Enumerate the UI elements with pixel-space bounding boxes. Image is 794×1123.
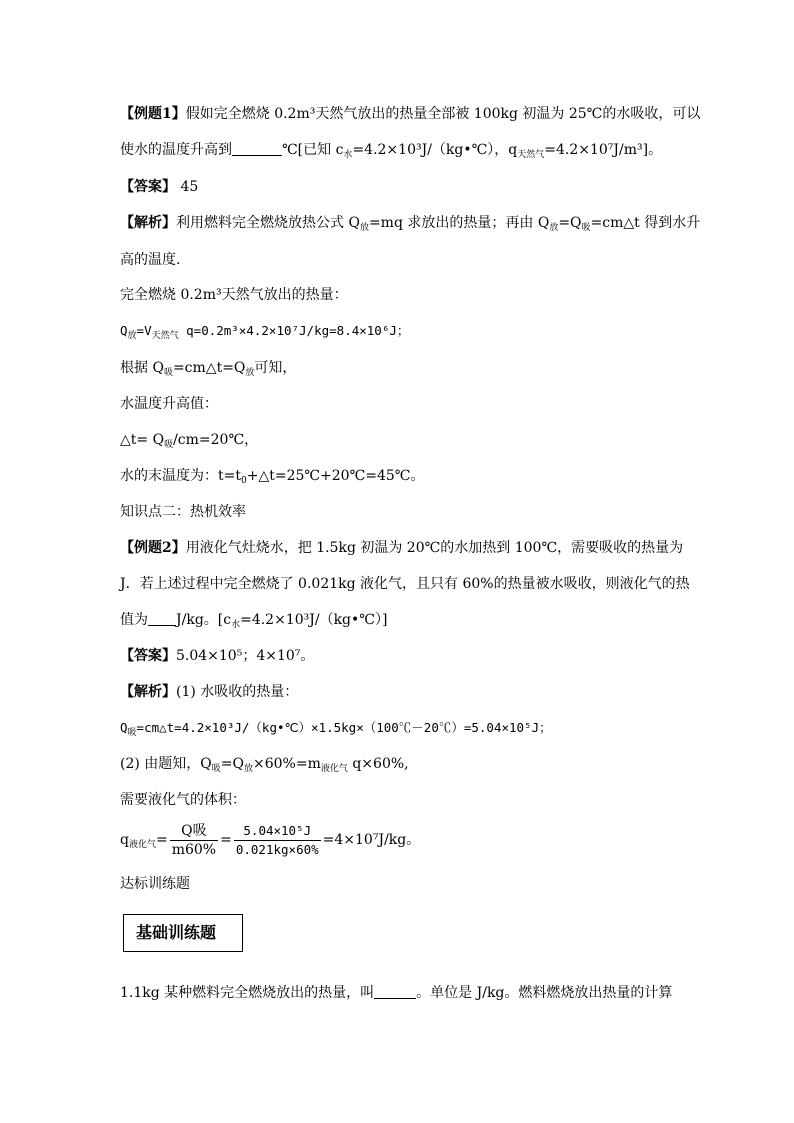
answer-blank: [148, 611, 176, 626]
example1-step1: 完全燃烧 0.2m³天然气放出的热量：: [120, 287, 348, 303]
example2-analysis-line1: 【解析】(1) 水吸收的热量：: [120, 684, 299, 700]
example2-step2: (2) 由题知，$Q_吸=Q_放\times 60\%=m_{液化气}$ q×60%,: [120, 756, 409, 774]
answer-blank: [374, 984, 416, 999]
example2-line1: 【例题2】用液化气灶烧水，把 1.5kg 初温为 20℃的水加热到 100℃，需要吸收的热量为: [120, 540, 684, 556]
example1-answer: 【答案】 45: [120, 179, 199, 195]
example1-step3: 根据 $Q_吸=cm\triangle t=Q_放$可知，: [120, 360, 297, 378]
example1-step6: 水的末温度为：$t=t_0+\triangle t=25℃+20℃=45℃$。: [120, 468, 425, 486]
example1-analysis-line2: 高的温度.: [120, 252, 181, 268]
formula-line: $q_{液化气}=$ $\frac{\text{Q吸}}{m60\%}$ = $\frac{\text{5.04×10⁵J}}{0.021kg\times 60\%}$ =4×10⁷J/kg。: [120, 822, 421, 858]
example1-step2: $Q_放=V_{天然气}$ q=0.2m³×4.2×10⁷J/kg=8.4×10⁶J；: [120, 323, 410, 341]
knowledge-point-2: 知识点二：热机效率: [120, 504, 246, 520]
question-1: 1.1kg 某种燃料完全燃烧放出的热量，叫 。单位是 J/kg。燃料燃烧放出热量的计算: [120, 985, 673, 1001]
example1-line1: 【例题1】假如完全燃烧 0.2m³天然气放出的热量全部被 100kg 初温为 25℃的水吸收，可以: [120, 106, 701, 122]
practice-heading: 达标训练题: [120, 876, 190, 892]
example2-tag: 【例题2】: [120, 540, 186, 556]
example1-tag: 【例题1】: [120, 106, 186, 122]
answer-blank: [232, 141, 282, 156]
basic-training-box: 基础训练题: [123, 914, 243, 952]
example2-line3: 值为 J/kg。$[c_水=4.2\times 10^3J/(kg•℃)]$: [120, 612, 388, 630]
example1-analysis-line1: 【解析】利用燃料完全燃烧放热公式 $Q_放=mq$ 求放出的热量；再由 $Q_放=Q_吸=cm\triangle t$ 得到水升: [120, 215, 701, 233]
example1-line2: 使水的温度升高到 ℃[已知 $c_水=4.2\times 10^3J/(kg•℃)$，$q_{天然气}=4.2\times 10^7J/m^3$]。: [120, 142, 663, 160]
example1-step5: △t= $Q_吸/cm=20℃$，: [120, 432, 259, 450]
fraction-2: $\frac{\text{5.04×10⁵J}}{0.021kg\times 60\%}$: [235, 822, 319, 857]
example2-line2: J．若上述过程中完全燃烧了 0.021kg 液化气，且只有 60%的热量被水吸收，则液化气的热: [120, 576, 690, 592]
example2-step3: 需要液化气的体积：: [120, 792, 246, 808]
example1-step4: 水温度升高值：: [120, 396, 218, 412]
example2-answer: 【答案】5.04×10⁵；4×10⁷。: [120, 648, 315, 664]
example2-step1: $Q_吸=cm\triangle t=4.2\times 10^3J/(kg•℃)\times 1.5kg\times(100℃-20℃)=5.04\times 10^5J$；: [120, 720, 552, 738]
fraction-1: $\frac{\text{Q吸}}{m60\%}$: [171, 822, 217, 858]
